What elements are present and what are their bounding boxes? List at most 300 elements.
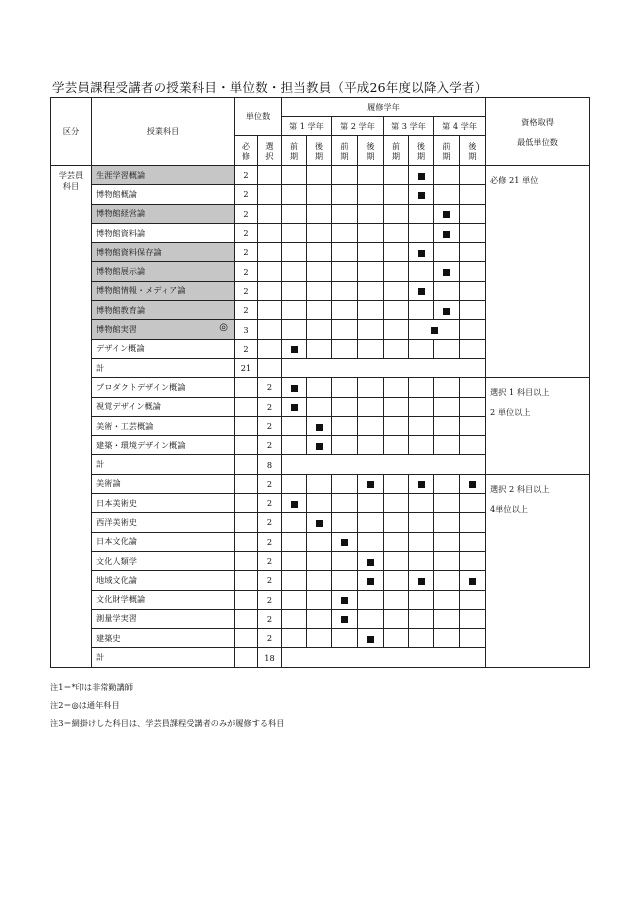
header-year-3: 第 3 学年 — [384, 117, 434, 136]
elective-credits-cell: 2 — [258, 609, 282, 628]
term-cell — [460, 436, 486, 455]
required-credits-cell — [235, 378, 258, 397]
qualification-cell — [486, 378, 590, 474]
term-cell — [332, 609, 358, 628]
term-cell — [384, 571, 409, 590]
subject-name: 測量学実習 — [96, 613, 137, 624]
term-cell — [460, 339, 486, 358]
required-credits-cell — [235, 436, 258, 455]
subject-cell — [92, 551, 235, 570]
term-cell — [332, 629, 358, 648]
term-cell — [307, 629, 332, 648]
header-credits: 単位数 — [235, 98, 282, 136]
header-term-second-char: 期 — [416, 150, 426, 161]
term-cell — [434, 609, 460, 628]
term-cell — [332, 166, 358, 185]
header-term-first-char: 期 — [289, 150, 299, 161]
elective-credits-cell — [258, 281, 282, 300]
term-cell — [307, 243, 332, 262]
term-cell — [282, 281, 307, 300]
term-cell — [307, 513, 332, 532]
subject-name: 博物館資料論 — [96, 227, 146, 238]
subject-name: 文化人類学 — [96, 555, 137, 566]
required-credits-cell: 2 — [235, 166, 258, 185]
term-cell — [358, 494, 384, 513]
elective-credits-cell: 2 — [258, 416, 282, 435]
subject-name: 建築史 — [96, 632, 121, 643]
term-cell — [282, 551, 307, 570]
term-cell — [307, 378, 332, 397]
header-term-second — [307, 136, 332, 166]
term-cell — [282, 166, 307, 185]
term-cell — [282, 243, 307, 262]
required-credits-cell: 2 — [235, 204, 258, 223]
subject-cell — [92, 494, 235, 513]
subject-name: 日本美術史 — [96, 497, 137, 508]
header-qualification-line: 資格取得 — [521, 116, 554, 127]
enrollment-marker — [291, 385, 298, 392]
term-cell — [409, 571, 434, 590]
term-cell — [332, 571, 358, 590]
enrollment-marker — [418, 578, 425, 585]
enrollment-marker — [418, 192, 425, 199]
term-cell — [409, 590, 434, 609]
subject-cell — [92, 609, 235, 628]
enrollment-marker — [367, 578, 374, 585]
elective-credits-cell: 2 — [258, 494, 282, 513]
term-cell — [307, 262, 332, 281]
enrollment-marker — [443, 269, 450, 276]
header-term-first — [282, 136, 307, 166]
term-cell — [434, 378, 460, 397]
term-cell — [282, 397, 307, 416]
header-term-second-char: 期 — [366, 150, 375, 161]
term-cell — [384, 301, 409, 320]
term-cell — [332, 436, 358, 455]
enrollment-marker — [341, 616, 348, 623]
enrollment-marker — [443, 308, 450, 315]
term-cell — [307, 474, 332, 493]
term-cell — [307, 397, 332, 416]
term-cell — [332, 243, 358, 262]
header-year-2: 第 2 学年 — [332, 117, 384, 136]
term-cell — [384, 166, 409, 185]
table-row — [51, 166, 590, 185]
term-cell — [282, 339, 307, 358]
term-cell — [282, 609, 307, 628]
elective-credits-cell — [258, 166, 282, 185]
term-cell — [434, 204, 460, 223]
enrollment-marker — [431, 327, 438, 334]
required-credits-cell: 2 — [235, 223, 258, 242]
term-cell — [332, 262, 358, 281]
term-cell — [282, 262, 307, 281]
subject-name: 日本文化論 — [96, 536, 137, 547]
term-cell — [460, 378, 486, 397]
term-cell — [358, 571, 384, 590]
term-cell — [434, 262, 460, 281]
term-cell — [384, 185, 409, 204]
term-cell — [409, 378, 434, 397]
subject-name: 西洋美術史 — [96, 516, 137, 527]
qualification-line: 選択 2 科目以上 — [490, 483, 550, 494]
subject-name: 博物館経営論 — [96, 208, 146, 219]
term-cell — [282, 571, 307, 590]
header-elective-char: 選 — [265, 140, 274, 151]
header-term-second-char: 期 — [468, 150, 477, 161]
term-cell — [460, 281, 486, 300]
term-cell — [282, 416, 307, 435]
enrollment-marker — [418, 481, 425, 488]
total-elective — [258, 358, 282, 377]
required-credits-cell — [235, 590, 258, 609]
elective-credits-cell: 2 — [258, 436, 282, 455]
enrollment-marker — [443, 231, 450, 238]
required-credits-cell: 2 — [235, 301, 258, 320]
total-term-span — [282, 358, 486, 377]
enrollment-marker — [367, 636, 374, 643]
header-term-first — [384, 136, 409, 166]
required-credits-cell — [235, 532, 258, 551]
term-cell — [307, 551, 332, 570]
term-cell — [282, 494, 307, 513]
term-cell — [434, 513, 460, 532]
subject-cell — [92, 262, 235, 281]
term-cell — [460, 243, 486, 262]
total-elective: 8 — [258, 455, 282, 474]
term-cell — [460, 416, 486, 435]
term-cell — [282, 185, 307, 204]
category-cell — [51, 166, 92, 668]
term-cell — [282, 320, 307, 339]
term-cell — [358, 590, 384, 609]
footnote-1: 注1＝*印は非常勤講師 — [50, 682, 133, 692]
term-cell — [434, 223, 460, 242]
term-cell — [358, 378, 384, 397]
subject-cell — [92, 378, 235, 397]
header-term-second-char: 後 — [468, 140, 477, 151]
term-cell — [332, 378, 358, 397]
term-cell — [460, 532, 486, 551]
term-cell — [384, 436, 409, 455]
required-credits-cell: 2 — [235, 339, 258, 358]
term-cell — [307, 590, 332, 609]
subject-cell — [92, 301, 235, 320]
header-term-first — [332, 136, 358, 166]
elective-credits-cell: 2 — [258, 378, 282, 397]
header-term-first-char: 期 — [391, 150, 401, 161]
term-cell — [384, 262, 409, 281]
term-cell — [460, 223, 486, 242]
enrollment-marker — [418, 173, 425, 180]
subject-cell — [92, 320, 235, 339]
header-required-char: 必 — [241, 140, 251, 151]
term-cell — [434, 185, 460, 204]
subject-name: プロダクトデザイン概論 — [96, 381, 186, 392]
term-cell — [434, 166, 460, 185]
enrollment-marker — [316, 520, 323, 527]
term-cell — [409, 494, 434, 513]
term-cell — [434, 436, 460, 455]
subject-cell — [92, 281, 235, 300]
header-year-4: 第 4 学年 — [434, 117, 486, 136]
subject-cell — [92, 185, 235, 204]
term-cell — [307, 339, 332, 358]
term-cell — [384, 397, 409, 416]
table-row — [51, 378, 590, 397]
term-cell — [409, 301, 434, 320]
term-cell — [384, 243, 409, 262]
term-cell — [358, 397, 384, 416]
curriculum-table — [50, 97, 590, 668]
subject-cell — [92, 532, 235, 551]
elective-credits-cell — [258, 223, 282, 242]
table-body — [51, 166, 590, 668]
subject-cell — [92, 243, 235, 262]
enrollment-marker — [469, 578, 476, 585]
required-credits-cell — [235, 513, 258, 532]
enrollment-marker — [418, 250, 425, 257]
term-cell — [434, 571, 460, 590]
term-cell — [384, 378, 409, 397]
header-term-first-char: 前 — [442, 140, 451, 151]
term-cell — [460, 513, 486, 532]
elective-credits-cell — [258, 185, 282, 204]
subject-name: 生涯学習概論 — [96, 169, 146, 180]
term-cell — [460, 166, 486, 185]
term-cell — [384, 339, 409, 358]
term-cell — [409, 243, 434, 262]
subject-name: デザイン概論 — [96, 343, 145, 354]
elective-credits-cell — [258, 339, 282, 358]
subject-name: 博物館情報・メディア論 — [96, 285, 186, 296]
header-qualification-line: 最低単位数 — [517, 136, 558, 147]
header-term-first-char: 前 — [289, 140, 299, 151]
term-cell — [384, 281, 409, 300]
term-cell — [332, 185, 358, 204]
term-cell — [358, 281, 384, 300]
term-cell — [282, 629, 307, 648]
elective-credits-cell: 2 — [258, 532, 282, 551]
term-cell — [307, 185, 332, 204]
enrollment-marker — [291, 501, 298, 508]
total-elective: 18 — [258, 648, 282, 667]
enrollment-marker — [341, 539, 348, 546]
term-cell — [434, 301, 460, 320]
term-cell — [384, 609, 409, 628]
qualification-line: 選択 1 科目以上 — [490, 387, 550, 398]
term-cell — [384, 416, 409, 435]
term-cell — [332, 513, 358, 532]
subject-cell — [92, 339, 235, 358]
subject-cell — [92, 223, 235, 242]
required-credits-cell — [235, 397, 258, 416]
term-cell — [307, 204, 332, 223]
term-cell — [332, 551, 358, 570]
term-cell — [282, 590, 307, 609]
term-cell — [384, 551, 409, 570]
enrollment-marker — [316, 424, 323, 431]
header-subject: 授業科目 — [92, 98, 235, 166]
term-cell — [332, 320, 358, 339]
enrollment-marker — [367, 481, 374, 488]
term-cell — [307, 436, 332, 455]
term-cell — [307, 532, 332, 551]
subject-cell — [92, 397, 235, 416]
elective-credits-cell — [258, 262, 282, 281]
term-cell — [384, 494, 409, 513]
subject-name: 美術論 — [96, 478, 121, 489]
term-cell — [282, 474, 307, 493]
total-required — [235, 648, 258, 667]
term-cell — [282, 223, 307, 242]
required-credits-cell — [235, 609, 258, 628]
header-term-second — [409, 136, 434, 166]
term-cell — [434, 551, 460, 570]
footnote-3: 注3＝網掛けした科目は、学芸員課程受講者のみが履修する科目 — [50, 718, 285, 728]
total-label: 計 — [92, 455, 235, 474]
header-term-second — [358, 136, 384, 166]
term-cell — [434, 243, 460, 262]
header-term-second-char: 後 — [416, 140, 426, 151]
full-year-term-cell — [409, 320, 460, 339]
term-cell — [307, 416, 332, 435]
term-cell — [409, 532, 434, 551]
term-cell — [409, 436, 434, 455]
term-cell — [409, 166, 434, 185]
term-cell — [358, 513, 384, 532]
subject-name: 博物館資料保存論 — [96, 246, 162, 257]
category-label-line: 学芸員 — [58, 170, 84, 180]
elective-credits-cell — [258, 301, 282, 320]
qualification-line: 4単位以上 — [490, 503, 528, 514]
term-cell — [358, 204, 384, 223]
qualification-cell — [486, 166, 590, 378]
term-cell — [358, 185, 384, 204]
subject-name: 視覚デザイン概論 — [96, 401, 161, 412]
header-term-second-char: 期 — [314, 150, 324, 161]
header-term-first-char: 前 — [340, 140, 349, 151]
subject-cell — [92, 571, 235, 590]
term-cell — [358, 629, 384, 648]
subject-name: 地域文化論 — [96, 574, 137, 585]
enrollment-marker — [469, 481, 476, 488]
header-required — [235, 136, 258, 166]
table-row — [51, 474, 590, 493]
term-cell — [434, 474, 460, 493]
subject-name: 博物館教育論 — [96, 304, 146, 315]
header-year-group: 履修学年 — [282, 98, 486, 117]
term-cell — [460, 301, 486, 320]
term-cell — [332, 474, 358, 493]
subject-cell — [92, 629, 235, 648]
enrollment-marker — [316, 443, 323, 450]
term-cell — [460, 571, 486, 590]
term-cell — [384, 532, 409, 551]
header-elective-char: 択 — [265, 150, 274, 161]
footnotes — [50, 678, 284, 732]
elective-credits-cell: 2 — [258, 513, 282, 532]
term-cell — [358, 436, 384, 455]
elective-credits-cell — [258, 204, 282, 223]
term-cell — [332, 223, 358, 242]
total-term-span — [282, 648, 486, 667]
term-cell — [384, 223, 409, 242]
total-required: 21 — [235, 358, 258, 377]
header-term-first-char: 期 — [340, 150, 349, 161]
term-cell — [434, 629, 460, 648]
subject-name: 美術・工芸概論 — [96, 420, 154, 431]
term-cell — [332, 416, 358, 435]
header-required-char: 修 — [241, 150, 251, 161]
term-cell — [307, 301, 332, 320]
elective-credits-cell: 2 — [258, 551, 282, 570]
header-term-second — [460, 136, 486, 166]
footnote-2: 注2＝◎は通年科目 — [50, 700, 120, 710]
elective-credits-cell — [258, 243, 282, 262]
term-cell — [409, 204, 434, 223]
subject-cell — [92, 416, 235, 435]
enrollment-marker — [291, 404, 298, 411]
term-cell — [409, 397, 434, 416]
term-cell — [358, 609, 384, 628]
term-cell — [434, 416, 460, 435]
elective-credits-cell: 2 — [258, 629, 282, 648]
term-cell — [460, 551, 486, 570]
term-cell — [282, 436, 307, 455]
term-cell — [460, 204, 486, 223]
term-cell — [332, 204, 358, 223]
term-cell — [460, 629, 486, 648]
header-term-second-char: 後 — [314, 140, 324, 151]
required-credits-cell — [235, 494, 258, 513]
term-cell — [332, 339, 358, 358]
term-cell — [332, 397, 358, 416]
required-credits-cell — [235, 629, 258, 648]
subject-cell — [92, 590, 235, 609]
term-cell — [434, 590, 460, 609]
term-cell — [332, 532, 358, 551]
term-cell — [409, 223, 434, 242]
header-term-second-char: 後 — [366, 140, 375, 151]
term-cell — [307, 281, 332, 300]
term-cell — [282, 204, 307, 223]
category-label-line: 科目 — [62, 181, 80, 191]
subject-name: 建築・環境デザイン概論 — [96, 439, 186, 450]
term-cell — [358, 262, 384, 281]
term-cell — [358, 339, 384, 358]
total-required — [235, 455, 258, 474]
elective-credits-cell: 2 — [258, 397, 282, 416]
term-cell — [384, 629, 409, 648]
required-credits-cell: 2 — [235, 185, 258, 204]
enrollment-marker — [291, 346, 298, 353]
header-category: 区分 — [51, 98, 92, 166]
full-year-mark: ◎ — [219, 322, 228, 334]
term-cell — [460, 590, 486, 609]
term-cell — [307, 320, 332, 339]
term-cell — [409, 609, 434, 628]
term-cell — [409, 513, 434, 532]
term-cell — [409, 339, 434, 358]
enrollment-marker — [367, 559, 374, 566]
term-cell — [332, 494, 358, 513]
term-cell — [434, 532, 460, 551]
term-cell — [282, 301, 307, 320]
term-cell — [384, 474, 409, 493]
enrollment-marker — [443, 211, 450, 218]
required-credits-cell: 2 — [235, 262, 258, 281]
